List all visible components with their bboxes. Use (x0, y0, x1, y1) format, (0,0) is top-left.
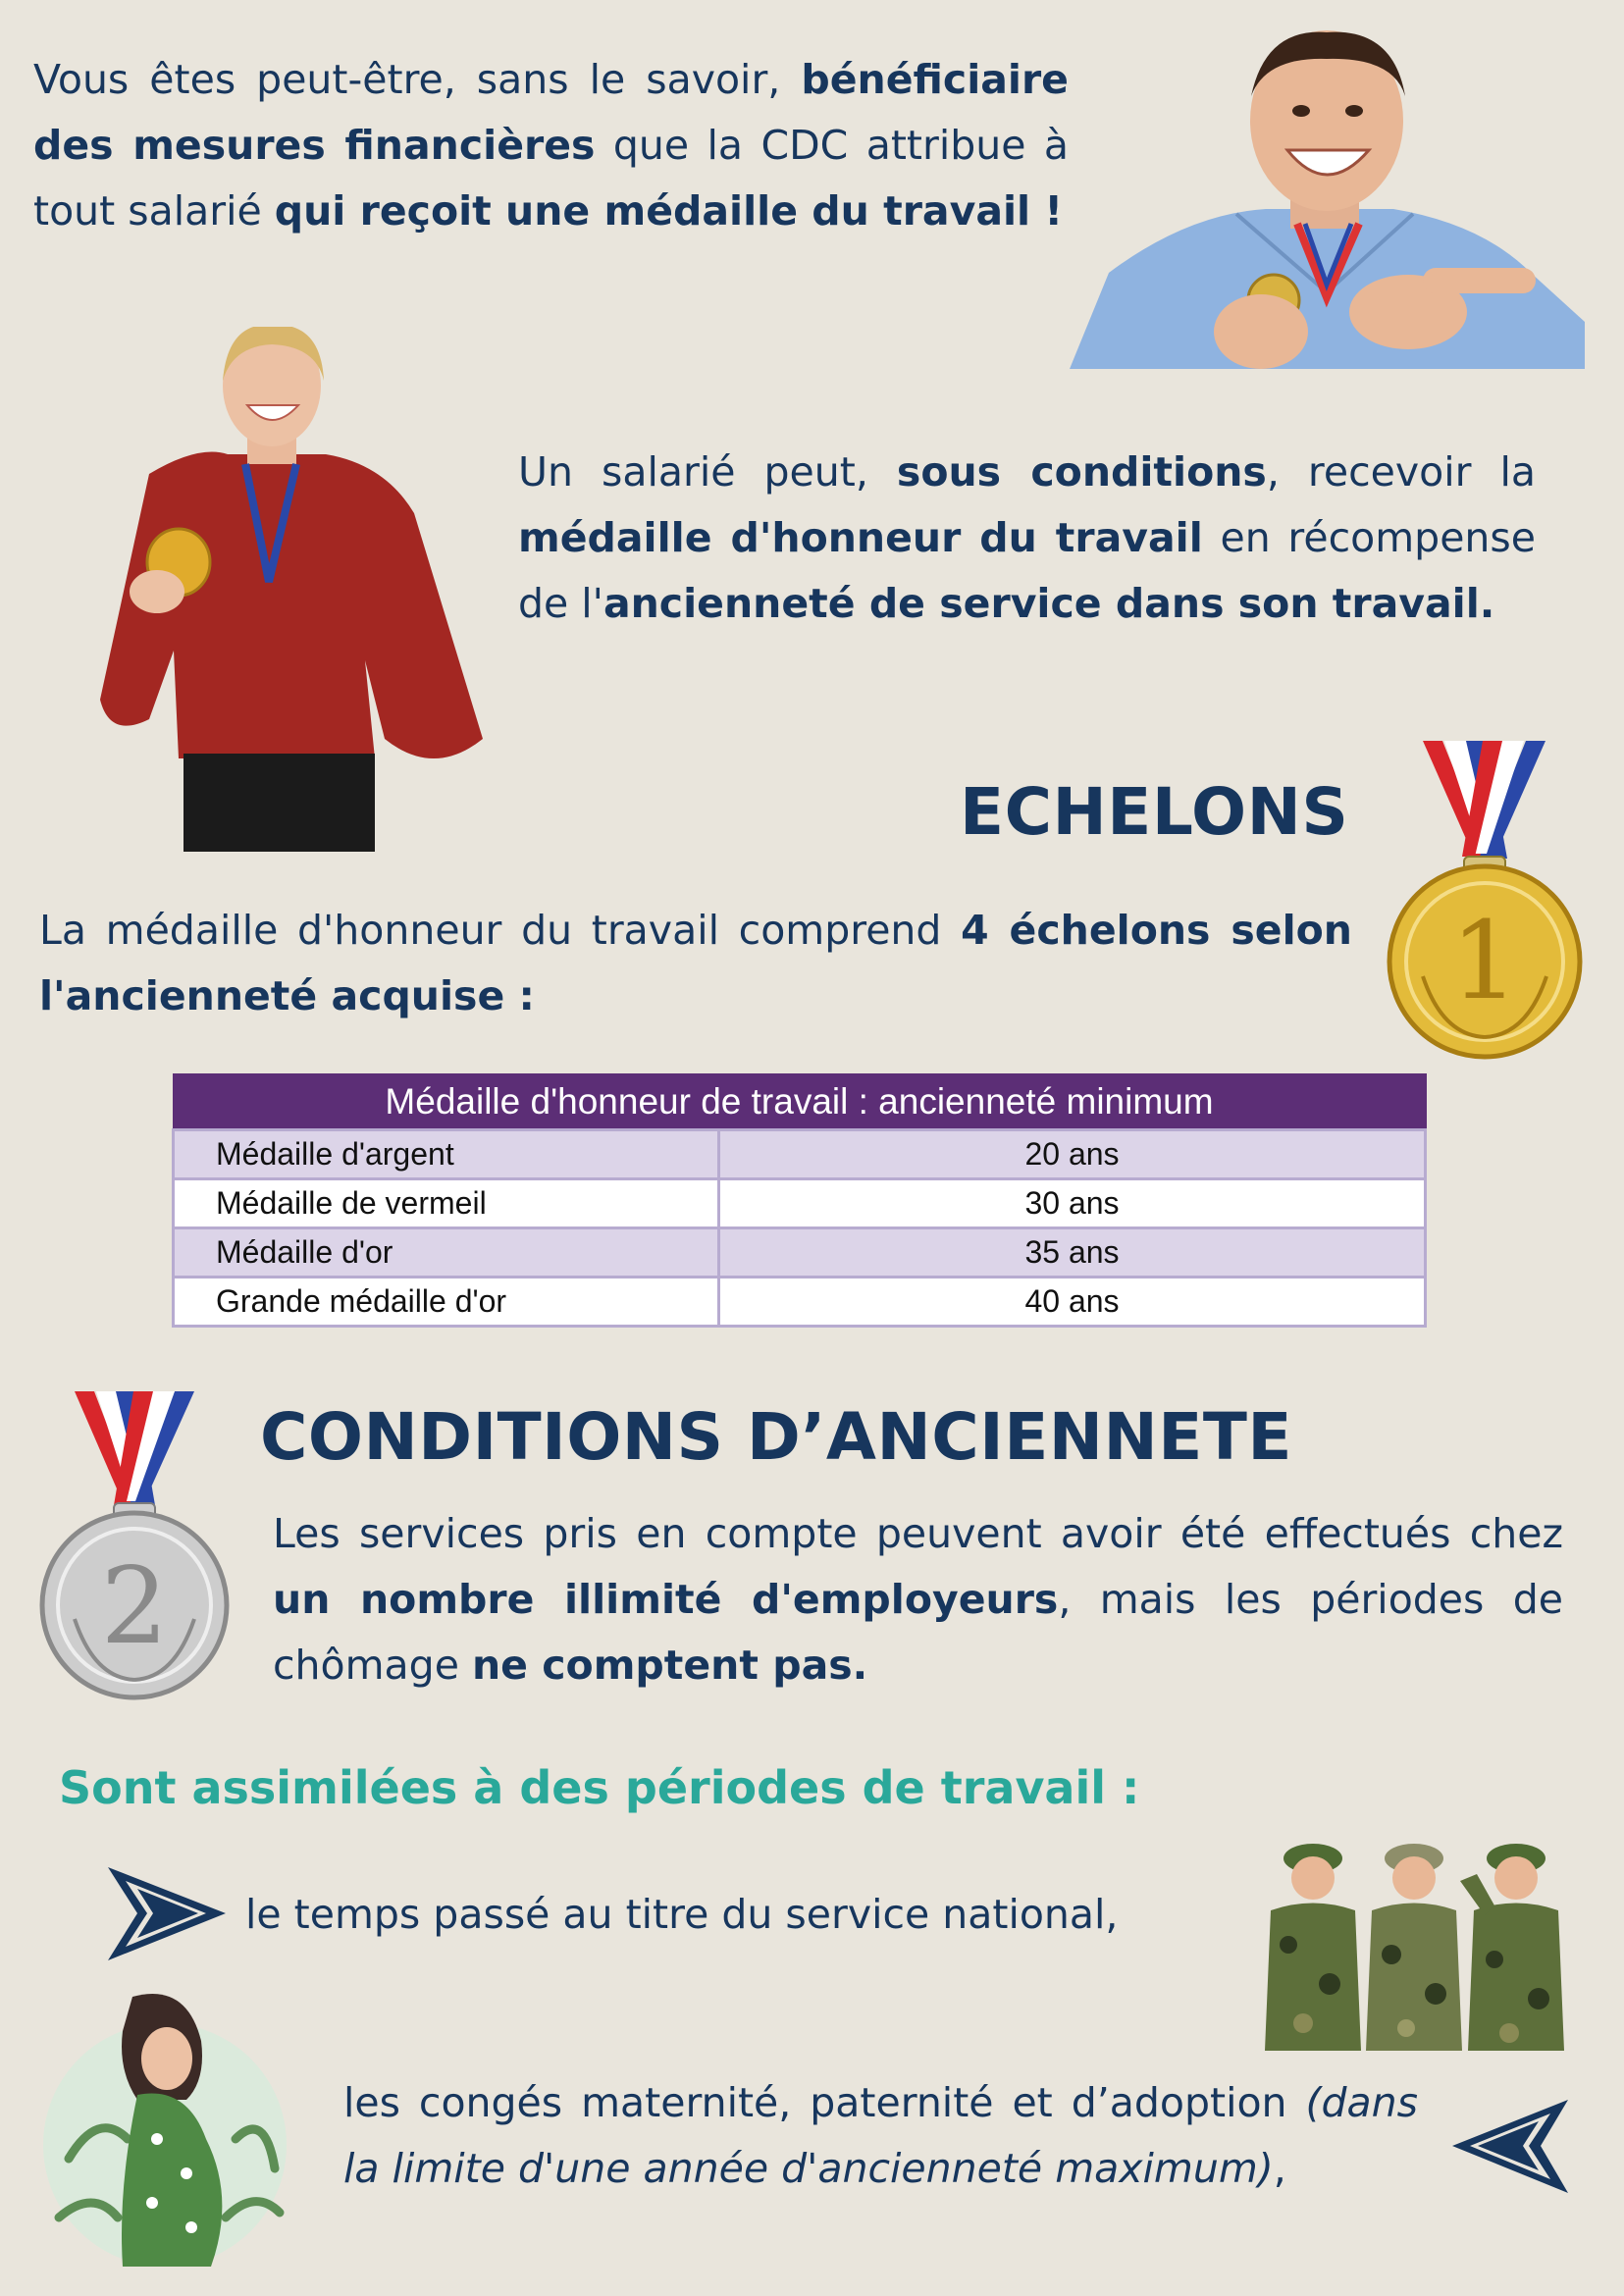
conditions-bold-1: sous conditions (896, 448, 1267, 496)
table-cell-value: 20 ans (719, 1130, 1426, 1179)
table-row (174, 1179, 1426, 1228)
anciennete-text-2: , mais les périodes de chômage (273, 1576, 1563, 1689)
assimilees-heading: Sont assimilées à des périodes de travail : (59, 1761, 1140, 1814)
assimilees-item-2-italic: (dans la limite d'une année d'ancienneté maximum) (343, 2079, 1418, 2192)
conditions-bold-3: ancienneté de service dans son travail. (602, 580, 1495, 627)
medal-table (172, 1073, 1427, 1328)
assimilees-item-2-text: les congés maternité, paternité et d’adoption (343, 2079, 1306, 2126)
table-row (174, 1278, 1426, 1327)
silver-medal-icon (37, 1391, 234, 1700)
table-header: Médaille d'honneur de travail : ancienneté minimum (174, 1074, 1426, 1130)
table-cell-value: 40 ans (719, 1278, 1426, 1327)
intro-paragraph (33, 47, 1069, 244)
assimilees-item-2 (343, 2070, 1418, 2202)
table-row (174, 1130, 1426, 1179)
intro-text-2: que la CDC attribue à tout salarié (33, 122, 1069, 235)
anciennete-bold-1: un nombre illimité d'employeurs (273, 1576, 1059, 1623)
table-cell-label: Médaille d'or (174, 1228, 719, 1278)
table-cell-label: Grande médaille d'or (174, 1278, 719, 1327)
gold-medal-number: 1 (1450, 898, 1519, 1023)
intro-text-1: Vous êtes peut-être, sans le savoir, (33, 56, 802, 103)
echelons-text-1: La médaille d'honneur du travail comprend (39, 907, 962, 954)
echelons-paragraph (39, 898, 1352, 1029)
gold-medal-icon (1384, 741, 1585, 1060)
conditions-text-1: Un salarié peut, (518, 448, 897, 496)
soldiers-illustration (1259, 1837, 1571, 2051)
silver-medal-number: 2 (100, 1545, 169, 1668)
anciennete-paragraph (273, 1501, 1563, 1698)
assimilees-item-1: le temps passé au titre du service national, (245, 1891, 1119, 1938)
chevron-right-icon (108, 1867, 226, 1960)
man-medal-photo (1070, 27, 1585, 369)
conditions-bold-2: médaille d'honneur du travail (518, 514, 1203, 561)
intro-bold-2: qui reçoit une médaille du travail ! (274, 187, 1064, 235)
conditions-paragraph (518, 440, 1536, 637)
echelons-heading: ECHELONS (960, 774, 1349, 850)
anciennete-bold-2: ne comptent pas. (471, 1642, 868, 1689)
table-cell-value: 30 ans (719, 1179, 1426, 1228)
echelons-bold-1: 4 échelons selon l'ancienneté acquise : (39, 907, 1352, 1019)
table-cell-label: Médaille d'argent (174, 1130, 719, 1179)
woman-medal-photo (90, 327, 491, 852)
intro-bold-1: bénéficiaire des mesures financières (33, 56, 1069, 169)
chevron-left-icon (1452, 2100, 1568, 2193)
table-cell-value: 35 ans (719, 1228, 1426, 1278)
table-cell-label: Médaille de vermeil (174, 1179, 719, 1228)
conditions-text-2: , recevoir la (1266, 448, 1536, 496)
anciennete-heading: CONDITIONS D’ANCIENNETE (260, 1399, 1292, 1475)
table-row (174, 1228, 1426, 1278)
conditions-text-3: en récompense de l' (518, 514, 1536, 627)
assimilees-item-2-end: , (1273, 2145, 1286, 2192)
anciennete-text-1: Les services pris en compte peuvent avoir été effectués chez (273, 1510, 1563, 1557)
pregnant-woman-illustration (39, 1992, 296, 2267)
